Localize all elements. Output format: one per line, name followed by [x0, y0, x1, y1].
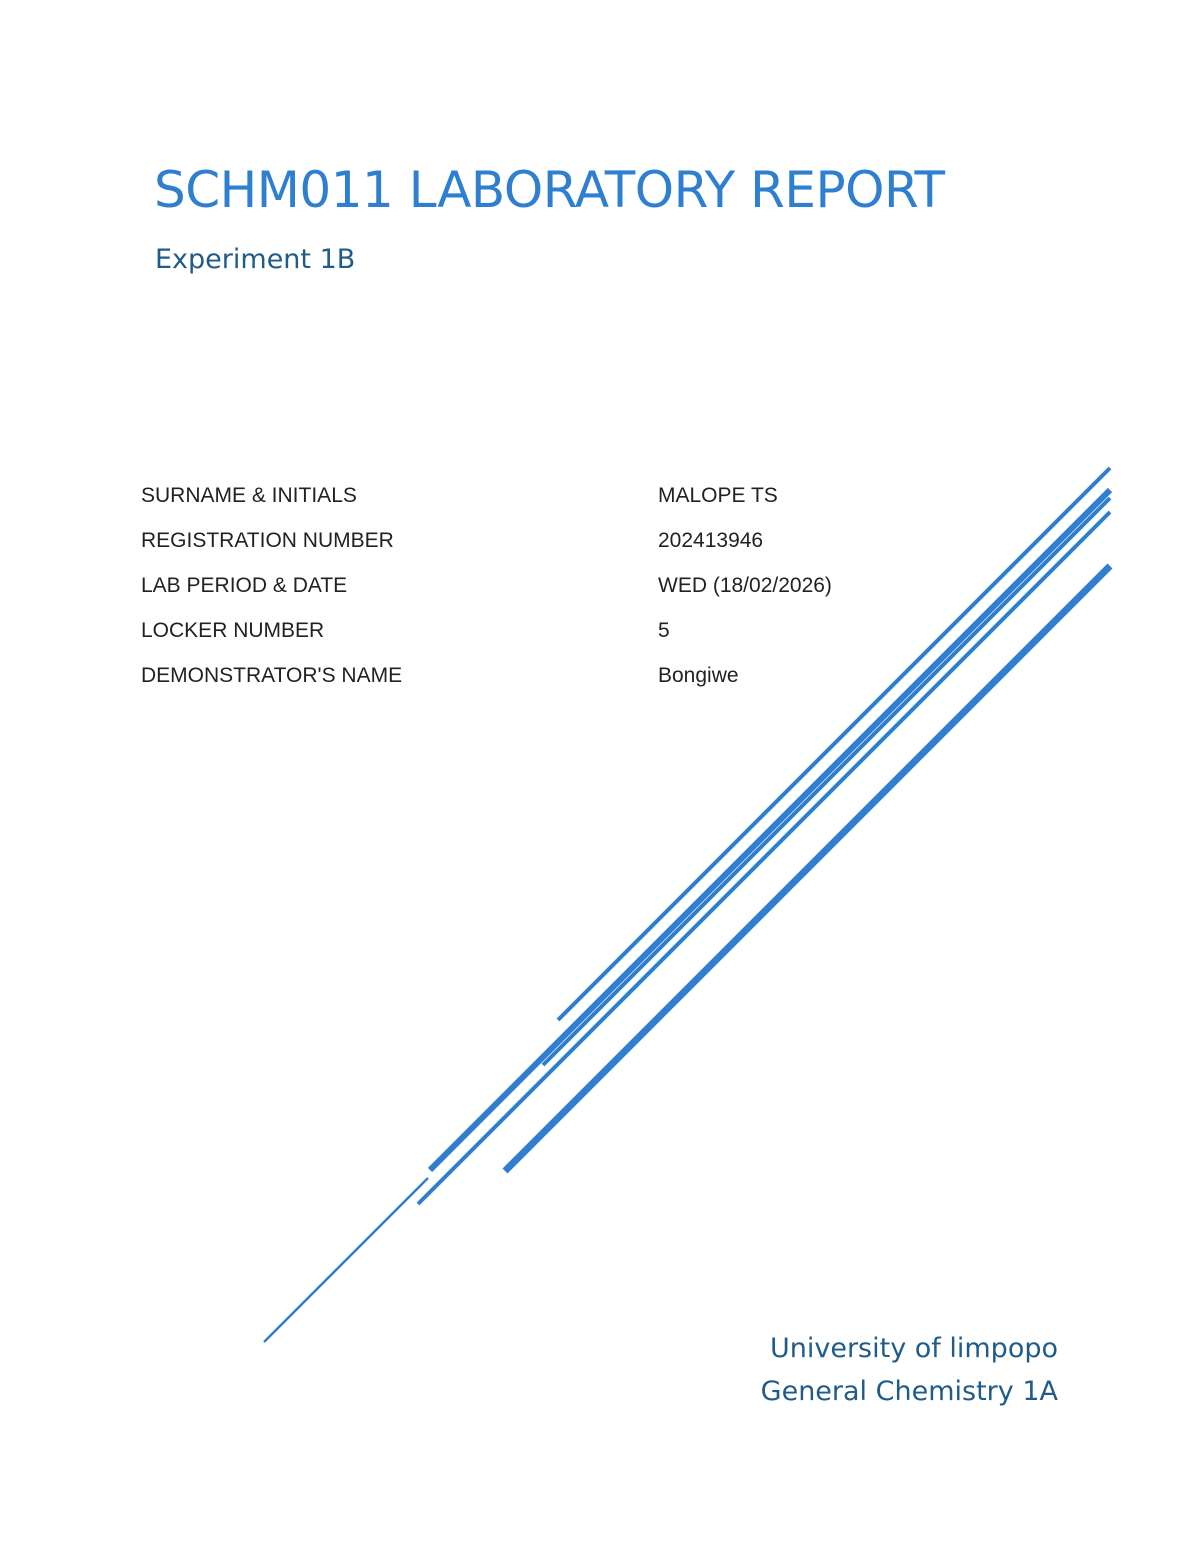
detail-label: LOCKER NUMBER	[141, 619, 325, 642]
experiment-subtitle: Experiment 1B	[155, 244, 356, 275]
detail-value: 202413946	[658, 529, 764, 552]
detail-label: SURNAME & INITIALS	[141, 484, 357, 507]
diagonal-line	[543, 498, 1110, 1065]
university-name: University of limpopo	[769, 1333, 1058, 1364]
footer-block	[761, 1327, 1058, 1413]
diagonal-line	[558, 468, 1110, 1020]
course-name: General Chemistry 1A	[760, 1376, 1058, 1407]
detail-value: 5	[658, 619, 670, 642]
detail-label: REGISTRATION NUMBER	[141, 529, 394, 552]
detail-label: LAB PERIOD & DATE	[141, 574, 348, 597]
report-title: SCHM011 LABORATORY REPORT	[154, 161, 945, 219]
diagonal-line	[430, 490, 1110, 1170]
detail-value: Bongiwe	[658, 664, 739, 687]
diagonal-line	[418, 512, 1110, 1204]
detail-value: WED (18/02/2026)	[658, 574, 832, 597]
detail-label: DEMONSTRATOR'S NAME	[141, 664, 403, 687]
diagonal-line	[505, 566, 1110, 1171]
diagonal-line	[264, 1178, 428, 1342]
detail-value: MALOPE TS	[658, 484, 778, 507]
